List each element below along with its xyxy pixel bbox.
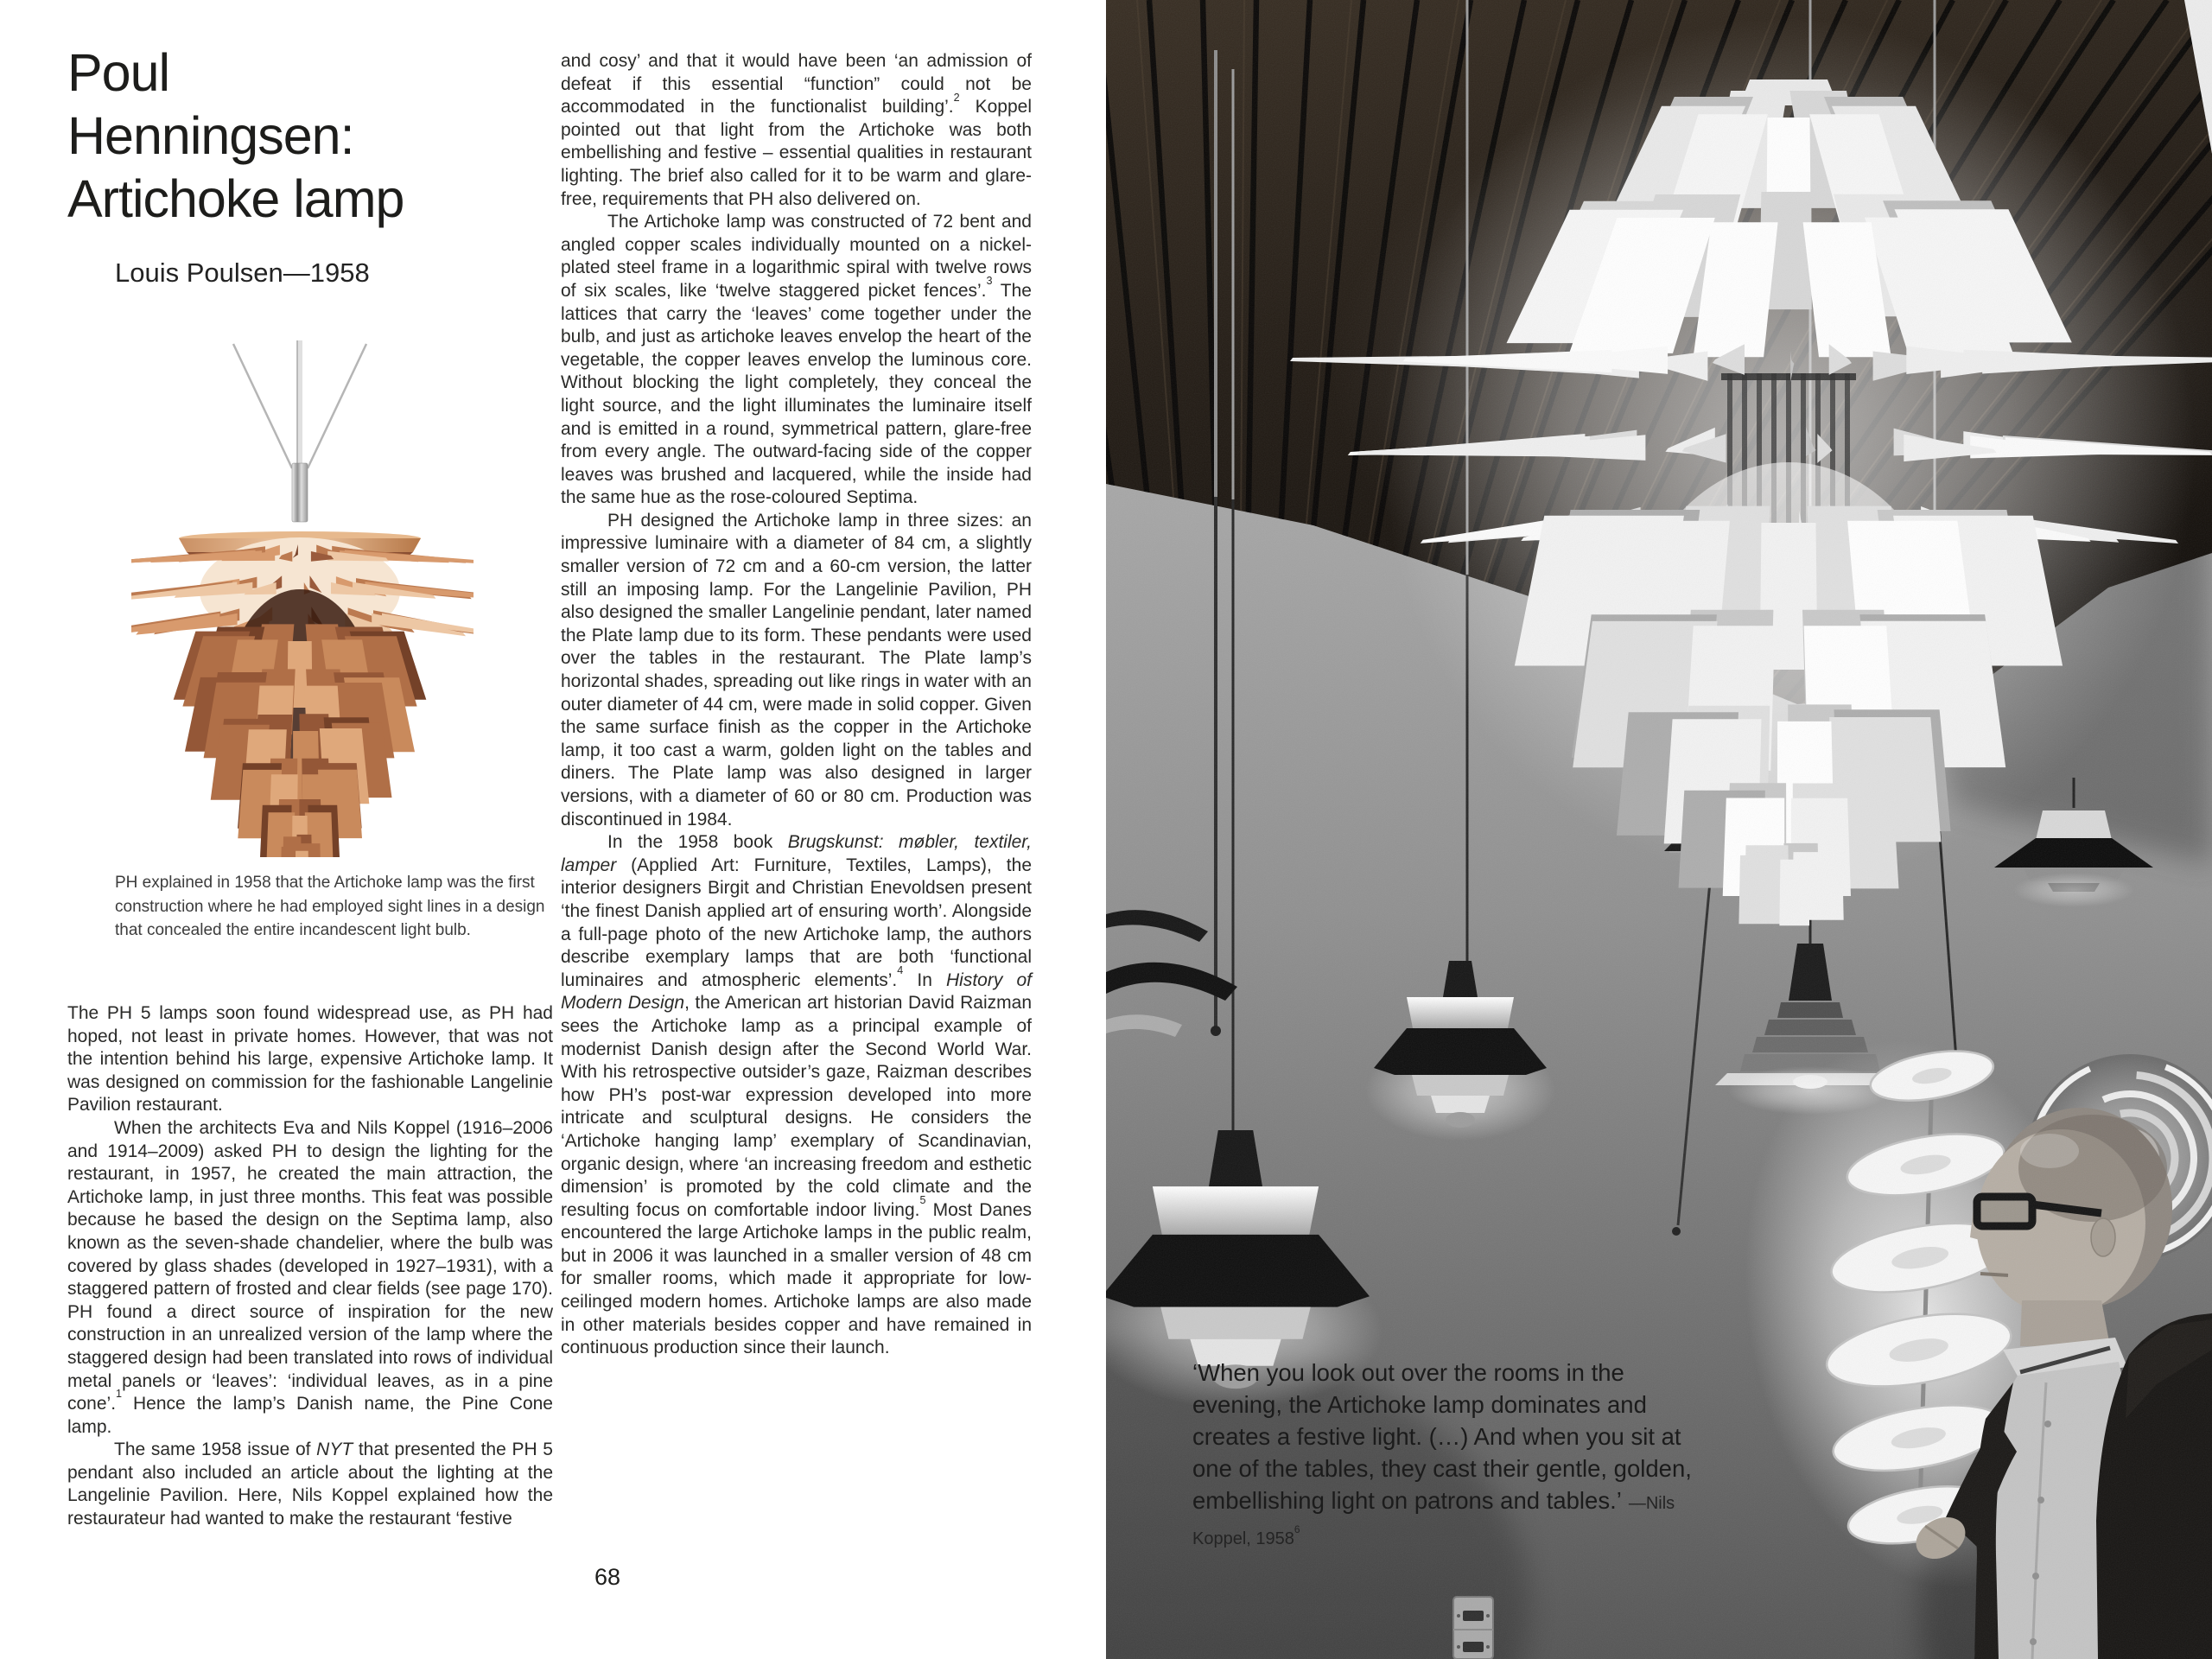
- quote-attribution: —Nils Koppel, 1958$^6$: [1192, 1494, 1675, 1548]
- paragraph: In the 1958 book Brugskunst: møbler, textiler, lamper (Applied Art: Furniture, Textiles, Lamps), the interior designers Birgit and Christian Enevoldsen present ‘the finest Danish applied art of ensuring worth’. Alongside a full-page photo of the new Artichoke lamp, the authors describe exemplary lamps that are both ‘functional luminaires and atmospheric elements’.$^4$ In History of Modern Design, the American art historian David Raizman sees the Artichoke lamp as a principal example of modernist Danish design after the Second World War. With his retrospective outsider’s gaze, Raizman describes how PH’s post-war expression developed into more intricate and sculptural designs. He considers the ‘Artichoke hanging lamp’ exemplary of Scandinavian, organic design, where ‘an increasing freedom and esthetic dimension’ is promoted by the cold climate and the resulting focus on comfortable indoor living.$^5$ Most Danes encountered the large Artichoke lamps in the public realm, but in 2006 it was launched in a smaller version of 48 cm for smaller rooms, which made it appropriate for low-ceilinged modern homes. Artichoke lamps are also made in other materials besides copper and have remained in continuous production since their launch.: [561, 832, 1032, 1358]
- title-line: Artichoke lamp: [67, 169, 404, 228]
- paragraph: When the architects Eva and Nils Koppel (1916–2006 and 1914–2009) asked PH to design the lighting for the restaurant, in 1957, he created the main attraction, the Artichoke lamp, in just three months. This feat was possible because he based the design on the Septima lamp, also known as the seven-shade chandelier, where the bulb was covered by glass shades (developed in 1927–1931), with a staggered pattern of frosted and clear fields (see page 170). PH found a direct source of inspiration for the new construction in an unrealized version of the lamp where the staggered design had been translated into rows of individual metal panels or ‘leaves’: ‘individual leaves, as in a pine cone’.$^1$ Hence the lamp’s Danish name, the Pine Cone lamp.: [67, 1117, 553, 1437]
- page-number: 68: [594, 1564, 621, 1590]
- subtitle: Louis Poulsen—1958: [115, 257, 370, 288]
- title-line: Henningsen:: [67, 106, 354, 165]
- restaurant-photo: [1106, 0, 2212, 1659]
- copper-leaves: [131, 544, 474, 857]
- body-column-1: [67, 1002, 553, 1531]
- page-title: [67, 41, 404, 231]
- suspension-wires: [233, 340, 366, 468]
- paragraph: PH designed the Artichoke lamp in three sizes: an impressive luminaire with a diameter of 84 cm, a slightly smaller version of 72 cm and a 60-cm version, the latter still an imposing lamp. For the Langelinie Pavilion, PH also designed the smaller Langelinie pendant, later named the Plate lamp due to its form. These pendants were used over the tables in the restaurant. The Plate lamp’s horizontal shades, spreading out like rings in water with an outer diameter of 44 cm, were made in solid copper. Given the same surface finish as the copper in the Artichoke lamp, it too cast a warm, golden light on the tables and diners. The Plate lamp was also designed in larger versions, with a diameter of 60 or 80 cm. Production was discontinued in 1984.: [561, 510, 1032, 830]
- artichoke-lamp-product-image: [131, 339, 474, 857]
- title-line: Poul: [67, 43, 170, 102]
- figure-caption: PH explained in 1958 that the Artichoke lamp was the first construction where he had employed sight lines in a design that concealed the entire incandescent light bulb.: [115, 874, 545, 939]
- chrome-stem: [292, 463, 308, 522]
- product-lamp-illustration: [131, 339, 474, 857]
- body-column-2: [561, 50, 1032, 1360]
- photo-quote: [1192, 1357, 1711, 1555]
- paragraph: The Artichoke lamp was constructed of 72 bent and angled copper scales individually mounted on a nickel-plated steel frame in a logarithmic spiral with twelve rows of six scales, like ‘twelve staggered picket fences’.$^3$ The lattices that carry the ‘leaves’ come together under the bulb, and just as artichoke leaves envelop the heart of the vegetable, the copper leaves envelop the luminous core. Without blocking the light completely, they conceal the light source, and the light illuminates the luminaire itself and is emitted in a round, symmetrical pattern, glare-free from every angle. The outward-facing side of the copper leaves was brushed and lacquered, while the inside had the same hue as the rose-coloured Septima.: [561, 212, 1032, 508]
- quote-text: ‘When you look out over the rooms in the evening, the Artichoke lamp dominates and creates a festive light. (…) And when you sit at one of the tables, they cast their gentle, golden, embellishing light on patrons and tables.’: [1192, 1359, 1692, 1514]
- paragraph: and cosy’ and that it would have been ‘an admission of defeat if this essential “function” could not be accommodated in the functionalist building’.$^2$ Koppel pointed out that light from the Artichoke was both embellishing and festive – essential qualities in restaurant lighting. The brief also called for it to be warm and glare-free, requirements that PH also delivered on.: [561, 51, 1032, 209]
- paragraph: The PH 5 lamps soon found widespread use, as PH had hoped, not least in private homes. However, that was not the intention behind his large, expensive Artichoke lamp. It was designed on commission for the fashionable Langelinie Pavilion restaurant.: [67, 1003, 553, 1116]
- paragraph: The same 1958 issue of NYT that presented the PH 5 pendant also included an article about the lighting at the Langelinie Pavilion. Here, Nils Koppel explained how the restaurateur had wanted to make the restaurant ‘festive: [67, 1440, 553, 1529]
